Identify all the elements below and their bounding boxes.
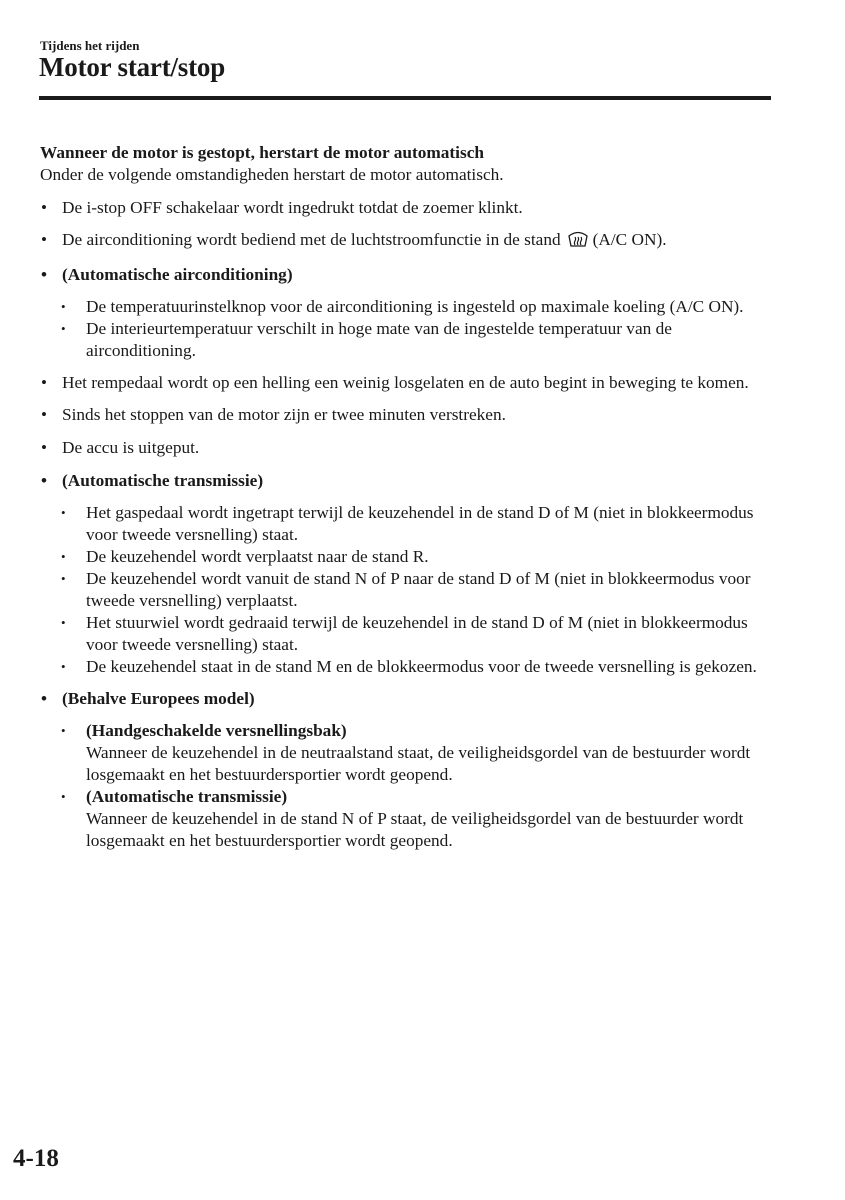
list-item: • De i-stop OFF schakelaar wordt ingedrukt totdat de zoemer klinkt. [40,197,772,219]
sub-list-item: • Het gaspedaal wordt ingetrapt terwijl de keuzehendel in de stand D of M (niet in blokkeermodus voor tweede versnelling) staat. [40,502,772,546]
sub-list-item [40,786,772,852]
list-item-text: (A/C ON). [592,230,667,249]
list-item: • (Behalve Europees model) [40,688,772,710]
sub-list-item: • De temperatuurinstelknop voor de airconditioning is ingesteld op maximale koeling (A/C ON). [40,296,772,318]
list-item: • De accu is uitgeput. [40,437,772,459]
sub-list-item: • De keuzehendel wordt verplaatst naar de stand R. [40,546,772,568]
sub-list-item: • De keuzehendel staat in de stand M en de blokkeermodus voor de tweede versnelling is gekozen. [40,656,772,678]
sub-list-item [40,720,772,786]
windshield-defroster-icon [567,230,589,254]
sub-list-item-text: Wanneer de keuzehendel in de stand N of P staat, de veiligheidsgordel van de bestuurder wordt losgemaakt en het bestuurdersportier wordt geopend. [86,809,744,850]
sub-list-item: • De keuzehendel wordt vanuit de stand N of P naar de stand D of M (niet in blokkeermodus voor tweede versnelling) verplaatst. [40,568,772,612]
page-title: Motor start/stop [39,52,226,82]
sub-list-item: • Het stuurwiel wordt gedraaid terwijl de keuzehendel in de stand D of M (niet in blokkeermodus voor tweede versnelling) staat. [40,612,772,656]
list-item: • (Automatische transmissie) [40,470,772,492]
content-body [40,142,772,852]
sub-list-item-title: • (Automatische transmissie) [86,787,288,806]
sub-list-item-title: • (Handgeschakelde versnellingsbak) [86,721,347,740]
intro-text: Onder de volgende omstandigheden herstart de motor automatisch. [40,165,504,184]
section-heading: Wanneer de motor is gestopt, herstart de motor automatisch [40,143,484,162]
section-label: Tijdens het rijden [40,38,140,53]
list-item [40,229,772,254]
list-item: • Het rempedaal wordt op een helling een weinig losgelaten en de auto begint in beweging te komen. [40,372,772,394]
sub-list-item-text: Wanneer de keuzehendel in de neutraalstand staat, de veiligheidsgordel van de bestuurder wordt losgemaakt en het bestuurdersportier wordt geopend. [86,743,751,784]
list-item: • (Automatische airconditioning) [40,264,772,286]
sub-list-item: • De interieurtemperatuur verschilt in hoge mate van de ingestelde temperatuur van de airconditioning. [40,318,772,362]
list-item: • Sinds het stoppen van de motor zijn er twee minuten verstreken. [40,404,772,426]
title-divider [39,96,771,100]
list-item-text: De airconditioning wordt bediend met de luchtstroomfunctie in de stand [62,230,561,249]
page-number: 4-18 [13,1145,59,1172]
